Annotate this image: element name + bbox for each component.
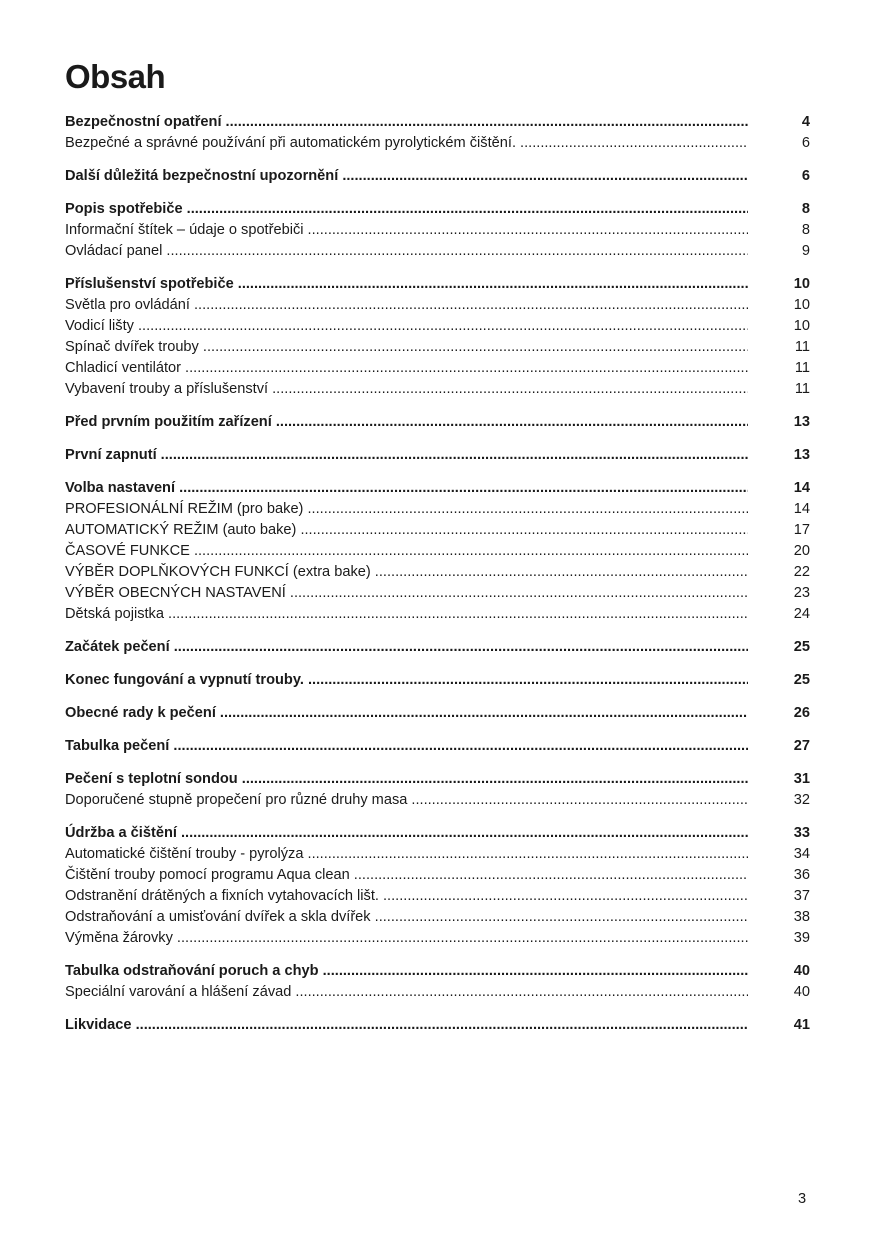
toc-heading[interactable]: [65, 637, 810, 658]
toc-item-label: Odstraňování a umisťování dvířek a skla dvířek .....: [65, 907, 748, 928]
toc-item-label: Odstranění drátěných a fixních vytahovacích lišt. .....: [65, 886, 748, 907]
table-of-contents: [65, 112, 810, 1048]
toc-item-label: Spínač dvířek trouby .....: [65, 337, 748, 358]
toc-section: [65, 769, 810, 811]
toc-heading[interactable]: [65, 412, 810, 433]
toc-heading[interactable]: [65, 478, 810, 499]
toc-item-label: Čištění trouby pomocí programu Aqua clean .....: [65, 865, 748, 886]
toc-item-label: Světla pro ovládání .....: [65, 295, 748, 316]
toc-heading-label: Začátek pečení .....: [65, 637, 748, 658]
toc-item-page: 40: [793, 984, 810, 1000]
toc-heading-label: Likvidace .....: [65, 1015, 748, 1036]
toc-heading-page: 14: [793, 480, 810, 496]
toc-heading-label: Údržba a čištění .....: [65, 823, 748, 844]
toc-item-label: ČASOVÉ FUNKCE .....: [65, 541, 748, 562]
page-number: 3: [798, 1191, 807, 1207]
toc-heading[interactable]: [65, 166, 810, 187]
toc-item[interactable]: [65, 907, 810, 928]
toc-item-page: 11: [794, 339, 810, 355]
toc-item[interactable]: [65, 844, 810, 865]
toc-item-label: Dětská pojistka .....: [65, 604, 748, 625]
toc-heading[interactable]: [65, 823, 810, 844]
toc-item-label: Bezpečné a správné používání při automatickém pyrolytickém čištění. .....: [65, 133, 748, 154]
toc-item-page: 32: [793, 792, 810, 808]
toc-item-label: Výměna žárovky .....: [65, 928, 748, 949]
toc-item[interactable]: [65, 316, 810, 337]
toc-item-label: Automatické čištění trouby - pyrolýza .....: [65, 844, 748, 865]
toc-heading-page: 25: [793, 639, 810, 655]
toc-item[interactable]: [65, 886, 810, 907]
toc-heading-label: První zapnutí .....: [65, 445, 748, 466]
toc-item-page: 34: [793, 846, 810, 862]
toc-item-label: Vybavení trouby a příslušenství .....: [65, 379, 748, 400]
toc-item-page: 6: [801, 135, 810, 151]
toc-item-page: 11: [794, 381, 810, 397]
toc-heading[interactable]: [65, 703, 810, 724]
toc-heading-page: 31: [793, 771, 810, 787]
toc-item[interactable]: [65, 241, 810, 262]
toc-heading-page: 26: [793, 705, 810, 721]
toc-item-label: Ovládací panel .....: [65, 241, 748, 262]
toc-heading[interactable]: [65, 199, 810, 220]
toc-section: [65, 199, 810, 262]
toc-item[interactable]: [65, 583, 810, 604]
toc-heading-label: Popis spotřebiče .....: [65, 199, 748, 220]
toc-section: [65, 703, 810, 724]
toc-heading[interactable]: [65, 961, 810, 982]
toc-section: [65, 166, 810, 187]
page-title: Obsah: [65, 58, 166, 95]
toc-item[interactable]: [65, 541, 810, 562]
toc-item-page: 36: [793, 867, 810, 883]
toc-heading[interactable]: [65, 445, 810, 466]
toc-section: [65, 961, 810, 1003]
toc-heading-label: Příslušenství spotřebiče .....: [65, 274, 748, 295]
toc-section: [65, 478, 810, 625]
toc-item[interactable]: [65, 982, 810, 1003]
toc-item-page: 8: [801, 222, 810, 238]
toc-item-page: 14: [793, 501, 810, 517]
toc-heading[interactable]: [65, 1015, 810, 1036]
toc-section: [65, 112, 810, 154]
toc-heading-label: Obecné rady k pečení .....: [65, 703, 748, 724]
toc-heading-page: 8: [801, 201, 810, 217]
toc-heading[interactable]: [65, 274, 810, 295]
toc-item[interactable]: [65, 337, 810, 358]
toc-item-page: 17: [793, 522, 810, 538]
toc-heading-label: Tabulka pečení .....: [65, 736, 748, 757]
toc-item-page: 37: [793, 888, 810, 904]
toc-section: [65, 445, 810, 466]
toc-item-page: 38: [793, 909, 810, 925]
toc-section: [65, 637, 810, 658]
toc-heading-label: Volba nastavení .....: [65, 478, 748, 499]
toc-heading-page: 4: [801, 114, 810, 130]
toc-heading-page: 13: [793, 447, 810, 463]
toc-heading-page: 25: [793, 672, 810, 688]
toc-heading-page: 40: [793, 963, 810, 979]
toc-item-label: Chladicí ventilátor .....: [65, 358, 748, 379]
toc-item[interactable]: [65, 520, 810, 541]
toc-item-page: 24: [793, 606, 810, 622]
toc-item-label: VÝBĚR OBECNÝCH NASTAVENÍ .....: [65, 583, 748, 604]
toc-item[interactable]: [65, 928, 810, 949]
toc-item-page: 22: [793, 564, 810, 580]
toc-item-label: Informační štítek – údaje o spotřebiči .....: [65, 220, 748, 241]
toc-heading-label: Konec fungování a vypnutí trouby. .....: [65, 670, 748, 691]
toc-heading-label: Další důležitá bezpečnostní upozornění .....: [65, 166, 748, 187]
toc-item-page: 9: [801, 243, 810, 259]
toc-item-page: 11: [794, 360, 810, 376]
toc-item-label: Vodicí lišty .....: [65, 316, 748, 337]
toc-item-label: Doporučené stupně propečení pro různé druhy masa .....: [65, 790, 748, 811]
toc-heading-label: Před prvním použitím zařízení .....: [65, 412, 748, 433]
toc-item-label: Speciální varování a hlášení závad .....: [65, 982, 748, 1003]
toc-heading[interactable]: [65, 769, 810, 790]
toc-item[interactable]: [65, 220, 810, 241]
toc-heading-label: Bezpečnostní opatření .....: [65, 112, 748, 133]
toc-heading[interactable]: [65, 670, 810, 691]
toc-item[interactable]: [65, 133, 810, 154]
toc-heading-page: 33: [793, 825, 810, 841]
toc-item[interactable]: [65, 295, 810, 316]
toc-item-label: VÝBĚR DOPLŇKOVÝCH FUNKCÍ (extra bake) .....: [65, 562, 748, 583]
toc-section: [65, 274, 810, 400]
toc-section: [65, 736, 810, 757]
toc-item-label: AUTOMATICKÝ REŽIM (auto bake) .....: [65, 520, 748, 541]
toc-item-page: 20: [793, 543, 810, 559]
toc-heading[interactable]: [65, 736, 810, 757]
toc-heading-page: 13: [793, 414, 810, 430]
toc-item-page: 39: [793, 930, 810, 946]
toc-item[interactable]: [65, 562, 810, 583]
toc-section: [65, 823, 810, 949]
toc-item[interactable]: [65, 790, 810, 811]
toc-heading-label: Tabulka odstraňování poruch a chyb .....: [65, 961, 748, 982]
toc-heading-page: 6: [801, 168, 810, 184]
toc-item-page: 10: [793, 318, 810, 334]
toc-section: [65, 412, 810, 433]
toc-heading[interactable]: [65, 112, 810, 133]
toc-item[interactable]: [65, 604, 810, 625]
toc-heading-page: 10: [793, 276, 810, 292]
toc-item[interactable]: [65, 379, 810, 400]
toc-item-label: PROFESIONÁLNÍ REŽIM (pro bake) .....: [65, 499, 748, 520]
toc-heading-label: Pečení s teplotní sondou .....: [65, 769, 748, 790]
toc-heading-page: 27: [793, 738, 810, 754]
toc-item-page: 23: [793, 585, 810, 601]
toc-heading-page: 41: [793, 1017, 810, 1033]
toc-item[interactable]: [65, 499, 810, 520]
toc-section: [65, 1015, 810, 1036]
toc-section: [65, 670, 810, 691]
toc-item[interactable]: [65, 865, 810, 886]
toc-item[interactable]: [65, 358, 810, 379]
toc-item-page: 10: [793, 297, 810, 313]
